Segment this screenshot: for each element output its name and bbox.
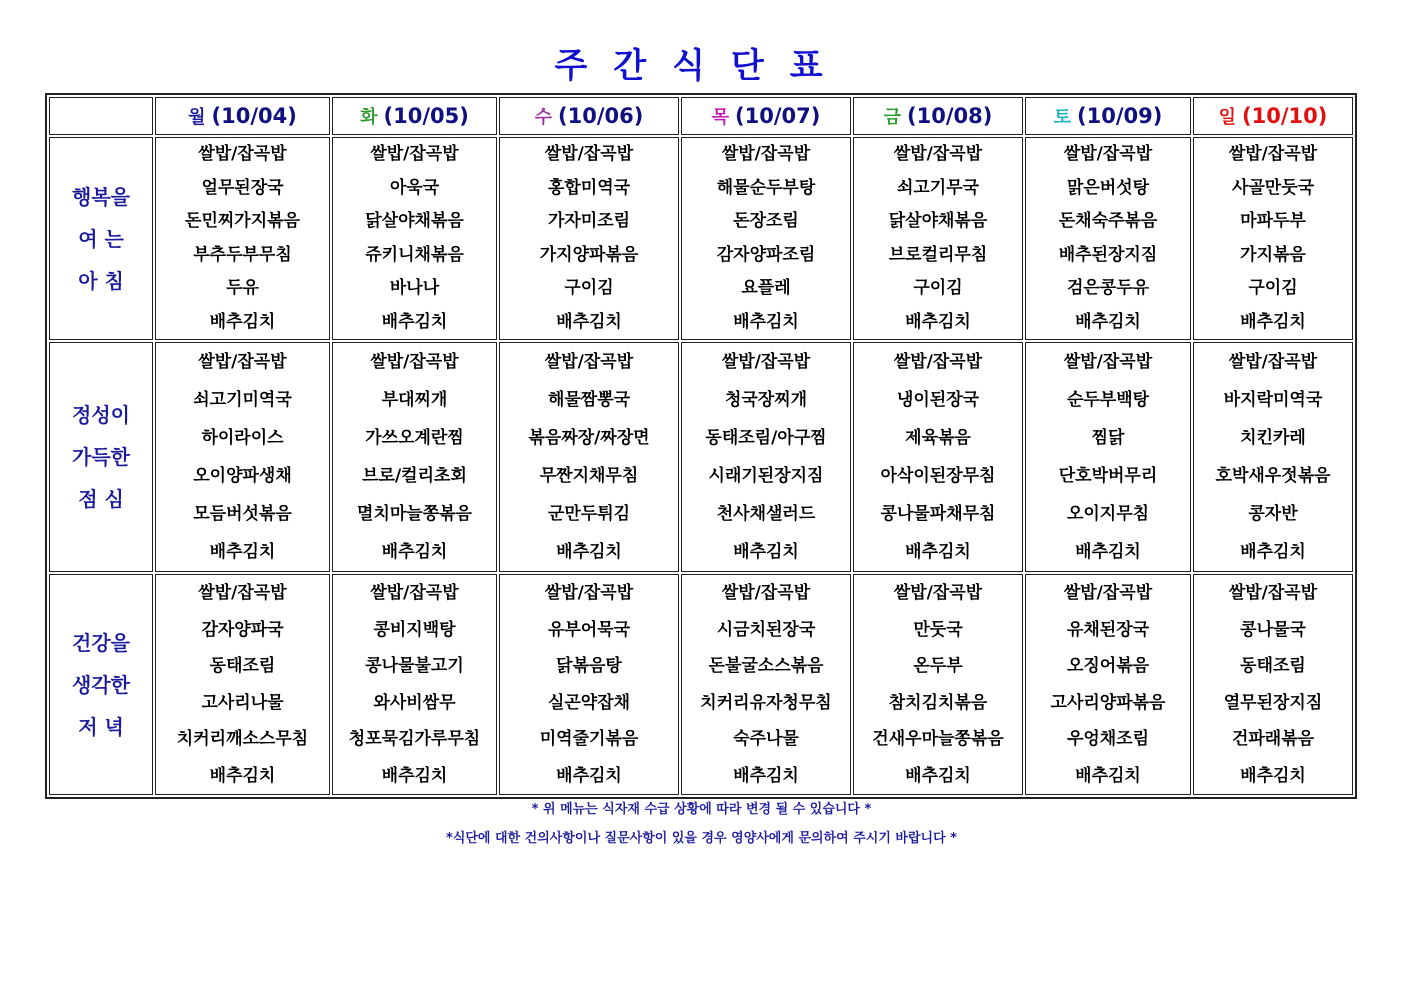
menu-item: 무짠지채무침 xyxy=(539,466,639,486)
menu-item: 검은콩두유 xyxy=(1066,278,1150,298)
menu-item: 사골만둣국 xyxy=(1231,177,1315,198)
menu-item: 돈채숙주볶음 xyxy=(1058,211,1158,231)
menu-item: 브로컬리무침 xyxy=(888,244,988,265)
page-title: 주간식단표 xyxy=(554,46,849,86)
menu-item: 배추김치 xyxy=(381,765,448,786)
menu-cell xyxy=(681,574,851,795)
menu-item: 참치김치볶음 xyxy=(888,692,988,713)
menu-item: 마파두부 xyxy=(1240,211,1306,231)
menu-item: 호박새우젓볶음 xyxy=(1215,466,1331,486)
menu-item: 찜닭 xyxy=(1091,428,1125,448)
meal-label-line: 가득한 xyxy=(72,445,130,469)
menu-cell xyxy=(1025,137,1191,340)
inquiry-text: *식단에 대한 건의사항이나 질문사항이 있을 경우 영양사에게 문의하여 주시기 바랍니다 * xyxy=(446,831,957,846)
menu-item: 모듬버섯볶음 xyxy=(193,504,292,524)
menu-item: 배추김치 xyxy=(209,311,276,332)
menu-list xyxy=(1026,575,1190,794)
menu-item: 배추김치 xyxy=(905,765,971,786)
menu-item: 유채된장국 xyxy=(1066,619,1150,640)
menu-item: 동태조림/아구찜 xyxy=(705,428,827,448)
menu-cell xyxy=(1193,574,1353,795)
menu-item: 쇠고기무국 xyxy=(896,177,980,198)
day-date: (10/04) xyxy=(211,104,297,128)
menu-list xyxy=(854,138,1022,339)
menu-item: 아욱국 xyxy=(389,177,440,198)
menu-list xyxy=(333,575,496,794)
menu-item: 유부어묵국 xyxy=(547,619,631,640)
menu-item: 온두부 xyxy=(913,656,963,676)
menu-item: 돈민찌가지볶음 xyxy=(185,211,300,231)
meal-row xyxy=(49,342,1353,572)
menu-cell xyxy=(681,137,851,340)
menu-item: 쌀밥/잡곡밥 xyxy=(370,352,459,372)
menu-item: 동태조림 xyxy=(1240,656,1306,676)
menu-item: 콩자반 xyxy=(1248,504,1298,524)
menu-item: 청국장찌개 xyxy=(724,390,808,410)
menu-item: 치커리유자청무침 xyxy=(700,692,832,713)
menu-item: 쥬키니채볶음 xyxy=(365,244,464,265)
menu-item: 브로/컬리초회 xyxy=(362,466,467,486)
menu-item: 치커리깨소스무침 xyxy=(176,729,309,749)
menu-list xyxy=(1194,343,1352,571)
menu-item: 건파래볶음 xyxy=(1231,729,1315,749)
menu-item: 닭살야채볶음 xyxy=(365,211,464,231)
menu-item: 부추두부무침 xyxy=(193,244,292,265)
menu-list xyxy=(1194,575,1352,794)
meal-label xyxy=(49,137,153,340)
menu-item: 배추김치 xyxy=(905,311,971,332)
menu-cell xyxy=(853,342,1023,572)
meal-label-line: 건강을 xyxy=(72,630,130,655)
day-glyph: 일 xyxy=(1218,107,1237,128)
menu-item: 쌀밥/잡곡밥 xyxy=(721,144,811,164)
menu-item: 냉이된장국 xyxy=(896,390,980,410)
menu-item: 쌀밥/잡곡밥 xyxy=(1228,352,1318,372)
menu-item: 콩나물국 xyxy=(1240,619,1306,640)
menu-item: 쌀밥/잡곡밥 xyxy=(721,583,811,603)
menu-item: 배추김치 xyxy=(556,311,622,332)
menu-cell xyxy=(155,342,330,572)
day-glyph: 금 xyxy=(883,107,902,128)
menu-item: 시금치된장국 xyxy=(716,619,816,640)
day-date: (10/10) xyxy=(1242,104,1328,128)
menu-item: 바나나 xyxy=(389,278,440,298)
menu-item: 순두부백탕 xyxy=(1066,390,1150,410)
menu-item: 쌀밥/잡곡밥 xyxy=(893,144,983,164)
menu-item: 바지락미역국 xyxy=(1223,390,1323,410)
menu-item: 돈장조림 xyxy=(733,211,799,231)
menu-item: 시래기된장지짐 xyxy=(708,466,824,486)
menu-item: 쌀밥/잡곡밥 xyxy=(1228,583,1318,603)
menu-item: 치킨카레 xyxy=(1240,428,1306,448)
menu-item: 아삭이된장무침 xyxy=(880,466,996,486)
menu-item: 부대찌개 xyxy=(381,390,448,410)
menu-item: 제육볶음 xyxy=(905,428,971,448)
menu-item: 배추김치 xyxy=(1240,311,1306,332)
day-date: (10/07) xyxy=(735,104,821,128)
menu-item: 얼무된장국 xyxy=(201,177,284,198)
menu-item: 쌀밥/잡곡밥 xyxy=(1063,352,1153,372)
corner-cell xyxy=(49,97,153,135)
menu-cell xyxy=(853,574,1023,795)
menu-item: 가쓰오계란찜 xyxy=(365,428,464,448)
menu-item: 두유 xyxy=(226,278,259,298)
menu-list xyxy=(156,575,329,794)
menu-list xyxy=(333,138,496,339)
menu-item: 쌀밥/잡곡밥 xyxy=(544,583,634,603)
menu-item: 쌀밥/잡곡밥 xyxy=(721,352,811,372)
menu-list xyxy=(500,343,678,571)
meal-row xyxy=(49,574,1353,795)
menu-cell xyxy=(681,342,851,572)
menu-list xyxy=(500,138,678,339)
menu-item: 쌀밥/잡곡밥 xyxy=(893,583,983,603)
menu-item: 와사비쌈무 xyxy=(373,692,456,713)
menu-item: 배추김치 xyxy=(733,311,799,332)
meal-row xyxy=(49,137,1353,340)
menu-item: 실곤약잡채 xyxy=(547,692,631,713)
menu-cell xyxy=(332,137,497,340)
menu-cell xyxy=(499,137,679,340)
day-date: (10/08) xyxy=(907,104,993,128)
day-header xyxy=(1025,97,1191,135)
menu-item: 군만두튀김 xyxy=(547,504,631,524)
menu-list xyxy=(1026,343,1190,571)
menu-item: 쌀밥/잡곡밥 xyxy=(198,144,287,164)
menu-item: 열무된장지짐 xyxy=(1223,692,1323,713)
menu-cell xyxy=(1193,137,1353,340)
menu-cell xyxy=(1025,342,1191,572)
day-date: (10/09) xyxy=(1077,104,1163,128)
menu-item: 콩비지백탕 xyxy=(373,619,456,640)
menu-item: 배추김치 xyxy=(1240,542,1306,562)
menu-item: 배추김치 xyxy=(381,542,448,562)
menu-list xyxy=(156,138,329,339)
menu-item: 만둣국 xyxy=(913,619,963,640)
day-glyph: 목 xyxy=(711,107,730,128)
menu-item: 감자양파조림 xyxy=(716,244,816,265)
menu-item: 콩나물파채무침 xyxy=(880,504,996,524)
meal-label-line: 생각한 xyxy=(72,672,130,697)
menu-cell xyxy=(155,137,330,340)
menu-item: 맑은버섯탕 xyxy=(1066,177,1150,198)
menu-item: 구이김 xyxy=(913,278,963,298)
menu-item: 배추된장지짐 xyxy=(1058,244,1158,265)
menu-item: 쌀밥/잡곡밥 xyxy=(198,352,287,372)
menu-item: 감자양파국 xyxy=(201,619,284,640)
meal-label-line: 점 심 xyxy=(78,487,124,511)
menu-item: 청포묵김가루무침 xyxy=(348,729,481,749)
day-date: (10/06) xyxy=(558,104,644,128)
menu-item: 건새우마늘쫑볶음 xyxy=(872,729,1004,749)
menu-item: 고사리나물 xyxy=(201,692,284,713)
menu-list xyxy=(500,575,678,794)
menu-list xyxy=(854,343,1022,571)
menu-item: 해물순두부탕 xyxy=(716,177,816,198)
menu-item: 쌀밥/잡곡밥 xyxy=(1063,583,1153,603)
menu-item: 배추김치 xyxy=(209,765,276,786)
menu-list xyxy=(1194,138,1352,339)
menu-item: 구이김 xyxy=(564,278,614,298)
menu-item: 배추김치 xyxy=(1075,311,1141,332)
menu-item: 배추김치 xyxy=(556,765,622,786)
menu-item: 구이김 xyxy=(1248,278,1298,298)
menu-item: 쌀밥/잡곡밥 xyxy=(370,583,459,603)
menu-item: 콩나물불고기 xyxy=(365,656,464,676)
menu-list xyxy=(333,343,496,571)
menu-item: 동태조림 xyxy=(209,656,276,676)
menu-item: 쌀밥/잡곡밥 xyxy=(544,144,634,164)
day-header xyxy=(155,97,330,135)
menu-item: 쇠고기미역국 xyxy=(193,390,292,410)
menu-item: 배추김치 xyxy=(1075,765,1141,786)
menu-list xyxy=(1026,138,1190,339)
menu-item: 숙주나물 xyxy=(733,729,799,749)
menu-item: 배추김치 xyxy=(556,542,622,562)
meal-label-line: 정성이 xyxy=(72,403,130,427)
menu-item: 배추김치 xyxy=(209,542,276,562)
meal-label xyxy=(49,342,153,572)
menu-item: 배추김치 xyxy=(733,765,799,786)
menu-cell xyxy=(332,574,497,795)
menu-item: 홍합미역국 xyxy=(547,177,631,198)
day-glyph: 화 xyxy=(360,107,378,128)
menu-item: 미역줄기볶음 xyxy=(539,729,639,749)
day-header xyxy=(1193,97,1353,135)
menu-item: 우엉채조림 xyxy=(1066,729,1150,749)
menu-cell xyxy=(499,342,679,572)
menu-item: 멸치마늘쫑볶음 xyxy=(357,504,472,524)
menu-item: 오이양파생채 xyxy=(193,466,292,486)
menu-item: 돈불굴소스볶음 xyxy=(708,656,824,676)
menu-item: 해물짬뽕국 xyxy=(547,390,631,410)
menu-list xyxy=(682,575,850,794)
menu-item: 쌀밥/잡곡밥 xyxy=(544,352,634,372)
menu-item: 천사채샐러드 xyxy=(716,504,816,524)
menu-item: 오이지무침 xyxy=(1066,504,1150,524)
menu-cell xyxy=(853,137,1023,340)
menu-item: 하이라이스 xyxy=(201,428,284,448)
day-glyph: 수 xyxy=(534,107,553,128)
meal-label-line: 아 침 xyxy=(78,268,124,293)
day-header xyxy=(681,97,851,135)
menu-list xyxy=(682,138,850,339)
day-glyph: 토 xyxy=(1053,107,1072,128)
day-header xyxy=(499,97,679,135)
menu-item: 닭살야채볶음 xyxy=(888,211,988,231)
menu-list xyxy=(156,343,329,571)
menu-cell xyxy=(499,574,679,795)
menu-item: 오징어볶음 xyxy=(1066,656,1150,676)
meal-label-line: 행복을 xyxy=(72,184,130,209)
menu-item: 볶음짜장/짜장면 xyxy=(528,428,650,448)
menu-item: 요플레 xyxy=(741,278,791,298)
weekly-menu-table xyxy=(45,93,1357,799)
menu-item: 쌀밥/잡곡밥 xyxy=(893,352,983,372)
menu-cell xyxy=(155,574,330,795)
day-header xyxy=(853,97,1023,135)
menu-cell xyxy=(1025,574,1191,795)
menu-item: 배추김치 xyxy=(905,542,971,562)
menu-item: 배추김치 xyxy=(1075,542,1141,562)
menu-cell xyxy=(1193,342,1353,572)
day-date: (10/05) xyxy=(383,104,469,128)
menu-item: 쌀밥/잡곡밥 xyxy=(198,583,287,603)
day-header xyxy=(332,97,497,135)
menu-list xyxy=(682,343,850,571)
menu-item: 가지양파볶음 xyxy=(539,244,639,265)
day-glyph: 월 xyxy=(188,107,206,128)
menu-item: 단호박버무리 xyxy=(1058,466,1158,486)
header-row xyxy=(49,97,1353,135)
menu-cell xyxy=(332,342,497,572)
menu-item: 가지볶음 xyxy=(1240,244,1306,265)
menu-item: 쌀밥/잡곡밥 xyxy=(1228,144,1318,164)
notice-text: * 위 메뉴는 식자재 수급 상황에 따라 변경 될 수 있습니다 * xyxy=(531,802,872,817)
menu-item: 쌀밥/잡곡밥 xyxy=(370,144,459,164)
meal-label-line: 여 는 xyxy=(78,226,124,251)
menu-item: 고사리양파볶음 xyxy=(1050,692,1166,713)
menu-item: 쌀밥/잡곡밥 xyxy=(1063,144,1153,164)
meal-label xyxy=(49,574,153,795)
meal-label-line: 저 녁 xyxy=(78,714,124,739)
menu-item: 배추김치 xyxy=(733,542,799,562)
menu-list xyxy=(854,575,1022,794)
menu-item: 닭볶음탕 xyxy=(556,656,622,676)
menu-item: 배추김치 xyxy=(1240,765,1306,786)
menu-item: 배추김치 xyxy=(381,311,448,332)
menu-item: 가자미조림 xyxy=(547,211,631,231)
